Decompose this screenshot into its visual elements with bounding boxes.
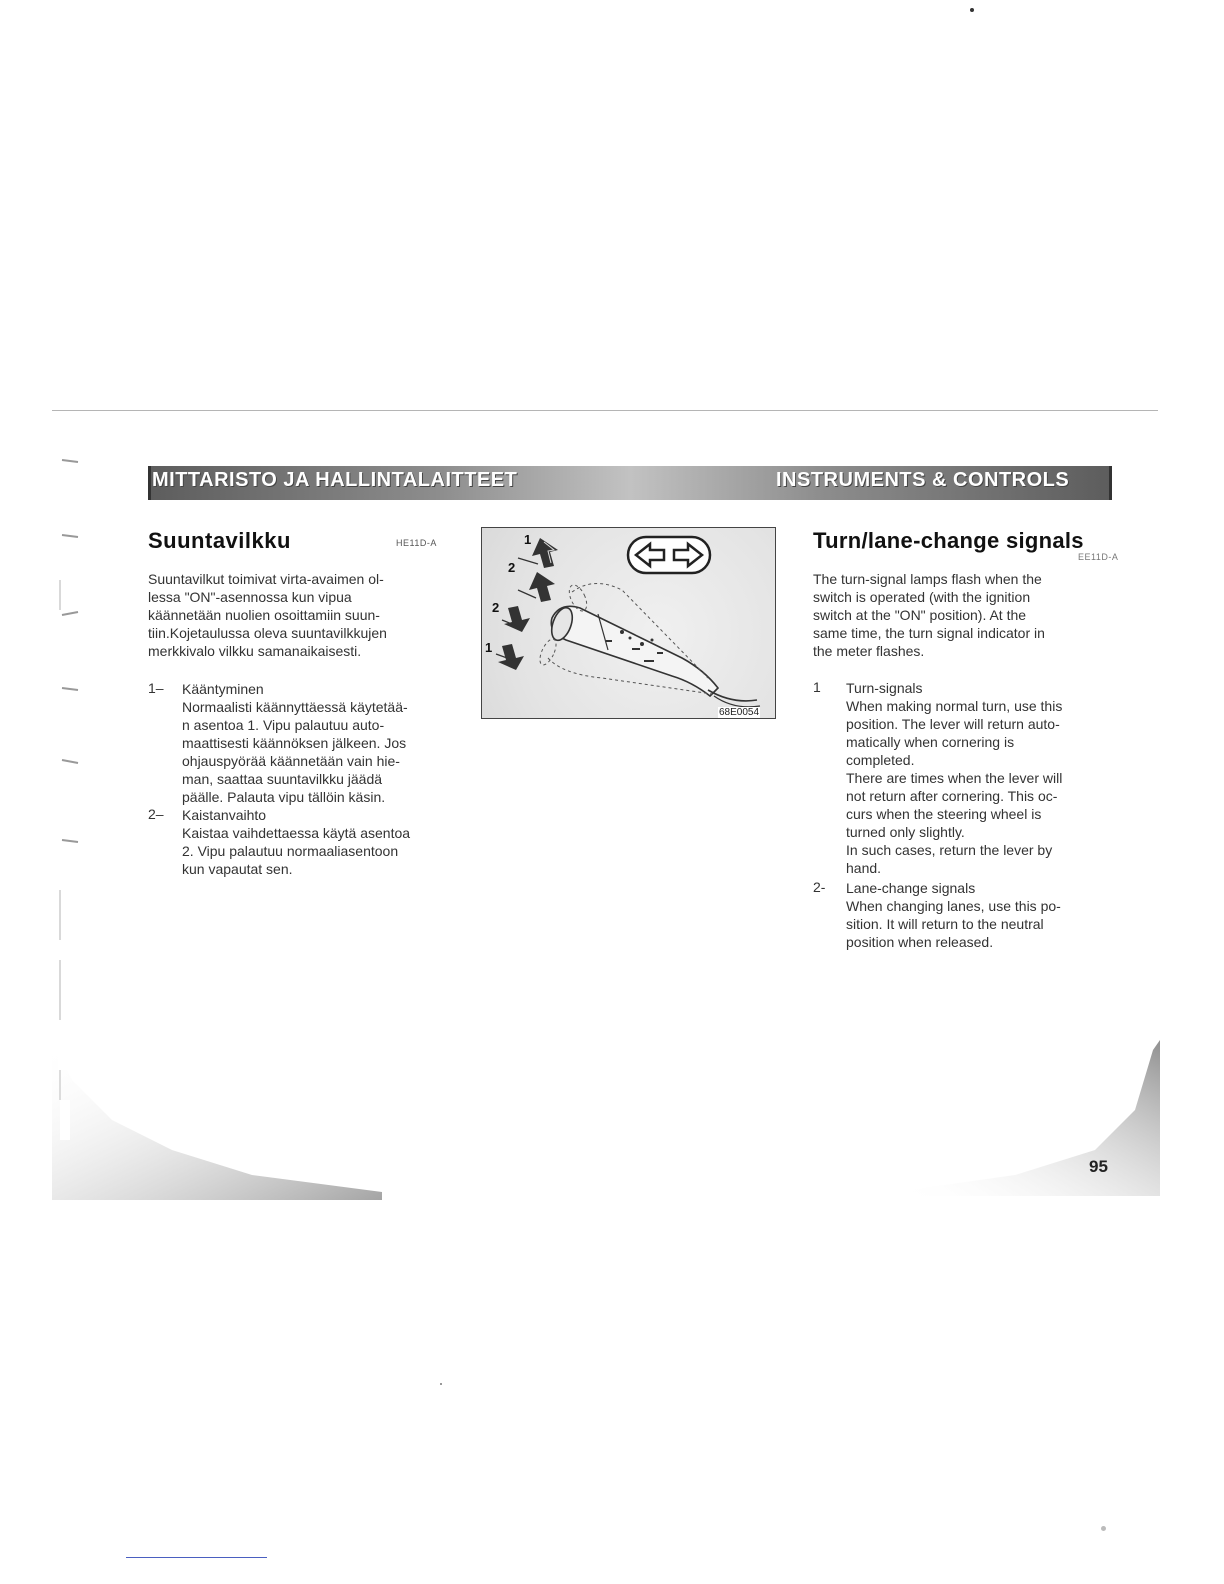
mark: [62, 535, 78, 537]
position-label: 1: [485, 640, 493, 655]
item-title: Kaistanvaihto: [182, 807, 267, 823]
text-line: Normaalisti käännyttäessä käytetää-: [182, 699, 408, 715]
mark: [62, 612, 78, 615]
text-line: maattisesti käännöksen jälkeen. Jos: [182, 735, 407, 751]
scan-shadow-right: [895, 1040, 1160, 1200]
figure-code: 68E0054: [719, 707, 760, 718]
position-label: 2: [492, 600, 500, 615]
text-line: switch is operated (with the ignition: [813, 589, 1031, 605]
text-line: There are times when the lever will: [846, 770, 1063, 786]
text-line: man, saattaa suuntavilkku jäädä: [182, 771, 383, 787]
position-label: 1: [524, 532, 532, 547]
item-title: Kääntyminen: [182, 681, 264, 697]
text-line: kun vapautat sen.: [182, 861, 293, 877]
section-title-english: INSTRUMENTS & CONTROLS: [776, 469, 1070, 491]
english-item-1-number: 1: [813, 679, 821, 695]
top-rule: [52, 410, 1158, 411]
text-line: When changing lanes, use this po-: [846, 898, 1061, 914]
turn-signal-lever-figure: [481, 527, 776, 719]
finnish-intro: [148, 570, 444, 660]
speck: [970, 8, 974, 12]
text-line: käännetään nuolien osoittamiin suun-: [148, 607, 380, 623]
finnish-item-1-number: 1–: [148, 680, 164, 696]
text-line: ohjauspyörää käännetään vain hie-: [182, 753, 400, 769]
finnish-item-2: [182, 806, 446, 878]
mark: [62, 460, 78, 462]
finnish-ref-code: HE11D-A: [396, 538, 437, 548]
text-line: lessa "ON"-asennossa kun vipua: [148, 589, 352, 605]
text-line: matically when cornering is: [846, 734, 1015, 750]
text-line: not return after cornering. This oc-: [846, 788, 1058, 804]
finnish-item-1: [182, 680, 446, 806]
text-line: the meter flashes.: [813, 643, 925, 659]
arrow-down-icon: [504, 606, 530, 632]
text-line: hand.: [846, 860, 882, 876]
text-line: merkkivalo vilkku samanaikaisesti.: [148, 643, 362, 659]
text-line: position. The lever will return auto-: [846, 716, 1060, 732]
section-title-finnish: MITTARISTO JA HALLINTALAITTEET: [152, 469, 518, 491]
lever-illustration: [482, 528, 775, 718]
mark: [62, 688, 78, 690]
english-item-1: [846, 679, 1110, 877]
text-line: When making normal turn, use this: [846, 698, 1063, 714]
english-ref-code: EE11D-A: [1078, 552, 1119, 562]
english-item-2: [846, 879, 1110, 951]
text-line: same time, the turn signal indicator in: [813, 625, 1045, 641]
turn-indicator-icon: [628, 537, 710, 573]
finnish-heading: Suuntavilkku: [148, 528, 291, 553]
item-title: Turn-signals: [846, 680, 923, 696]
english-intro: [813, 570, 1110, 660]
english-item-2-number: 2-: [813, 879, 826, 895]
text-line: In such cases, return the lever by: [846, 842, 1053, 858]
finnish-item-2-number: 2–: [148, 806, 164, 822]
text-line: 2. Vipu palautuu normaaliasentoon: [182, 843, 399, 859]
speck: [440, 1383, 442, 1385]
english-heading: Turn/lane-change signals: [813, 528, 1084, 553]
text-line: completed.: [846, 752, 915, 768]
text-line: Suuntavilkut toimivat virta-avaimen ol-: [148, 571, 384, 587]
text-line: tiin.Kojetaulussa oleva suuntavilkkujen: [148, 625, 387, 641]
mark: [62, 760, 78, 763]
text-line: switch at the "ON" position). At the: [813, 607, 1027, 623]
text-line: n asentoa 1. Vipu palautuu auto-: [182, 717, 385, 733]
text-line: päälle. Palauta vipu tällöin käsin.: [182, 789, 386, 805]
text-line: curs when the steering wheel is: [846, 806, 1042, 822]
arrow-down-icon: [498, 644, 524, 670]
text-line: turned only slightly.: [846, 824, 965, 840]
text-line: position when released.: [846, 934, 994, 950]
item-title: Lane-change signals: [846, 880, 976, 896]
page-number: 95: [1089, 1157, 1108, 1176]
speck: [1101, 1526, 1106, 1531]
scan-shadow-left: [52, 1040, 382, 1200]
mark: [62, 840, 78, 842]
text-line: The turn-signal lamps flash when the: [813, 571, 1042, 587]
text-line: Kaistaa vaihdettaessa käytä asentoa: [182, 825, 411, 841]
lever-stalk: [548, 605, 760, 707]
text-line: sition. It will return to the neutral: [846, 916, 1044, 932]
arrow-up-icon: [529, 572, 555, 602]
position-label: 2: [508, 560, 516, 575]
bottom-rule: [126, 1557, 267, 1558]
